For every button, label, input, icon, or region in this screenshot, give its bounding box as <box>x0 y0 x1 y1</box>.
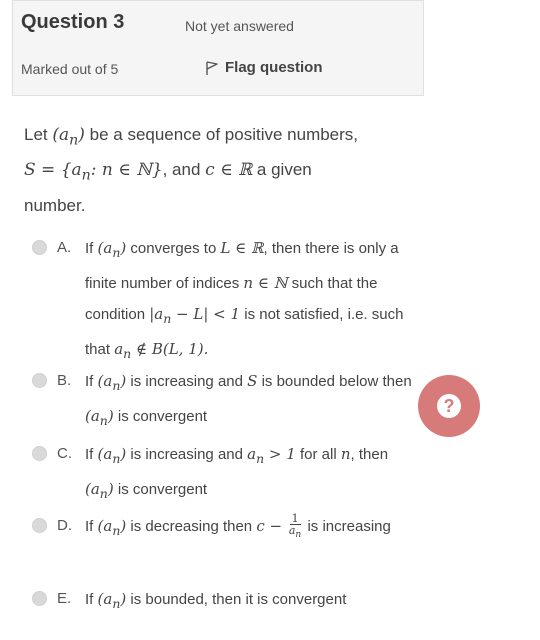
answer-option-d[interactable] <box>32 511 415 546</box>
option-letter: E. <box>57 590 72 607</box>
option-letter: C. <box>57 445 72 462</box>
question-text <box>24 120 424 221</box>
question-text-part: a given <box>252 160 312 180</box>
option-text: If $(a_n)$ is increasing and $a_n > 1$ for all n, then $(a_n)$ is convergent <box>85 445 389 501</box>
answer-option-b[interactable] <box>32 366 415 436</box>
option-text: If $(a_n)$ is decreasing then c − $\frac{1}{a_n}$ is increasing <box>85 512 391 541</box>
option-letter: D. <box>57 517 72 534</box>
fraction: $\frac{1}{a_n}$ <box>288 512 302 541</box>
radio-button-a[interactable] <box>32 240 47 255</box>
option-letter: B. <box>57 372 72 389</box>
question-text-part: , and <box>162 160 206 180</box>
option-text: If $(a_n)$ is bounded, then it is convergent <box>85 590 347 611</box>
answer-status: Not yet answered <box>185 18 294 34</box>
question-text-part: Let <box>24 125 53 144</box>
radio-button-d[interactable] <box>32 518 47 533</box>
marks-label: Marked out of 5 <box>21 61 119 77</box>
option-letter: A. <box>57 239 72 256</box>
answer-option-e[interactable] <box>32 584 415 619</box>
radio-button-b[interactable] <box>32 373 47 388</box>
question-number: Question 3 <box>21 11 125 33</box>
radio-button-e[interactable] <box>32 591 47 606</box>
flag-icon <box>205 60 219 76</box>
flag-question-button[interactable] <box>205 59 323 76</box>
constant-definition: c ∈ ℝ <box>205 160 253 181</box>
answer-option-c[interactable] <box>32 439 415 509</box>
option-text: If $(a_n)$ converges to L ∈ ℝ, then there is only a finite number of indices n ∈ ℕ such that the condition $|a_n - L| < 1$ is not satisfied, i.e. such that $a_n$ ∉ B(L, 1). <box>85 239 404 361</box>
sequence-symbol: $(a_n)$ <box>52 125 85 149</box>
flag-question-label: Flag question <box>225 59 323 76</box>
question-info-box <box>12 0 424 96</box>
set-definition: $S = \{a_n$: n ∈ ℕ} <box>24 160 163 184</box>
answer-option-a[interactable] <box>32 233 415 369</box>
help-button[interactable] <box>418 375 480 437</box>
question-text-part: number. <box>24 195 86 215</box>
question-text-part: be a sequence of positive numbers, <box>84 125 359 144</box>
option-text: If $(a_n)$ is increasing and S is bounded below then $(a_n)$ is convergent <box>85 372 412 428</box>
radio-button-c[interactable] <box>32 446 47 461</box>
question-mark-icon: ? <box>437 394 461 418</box>
